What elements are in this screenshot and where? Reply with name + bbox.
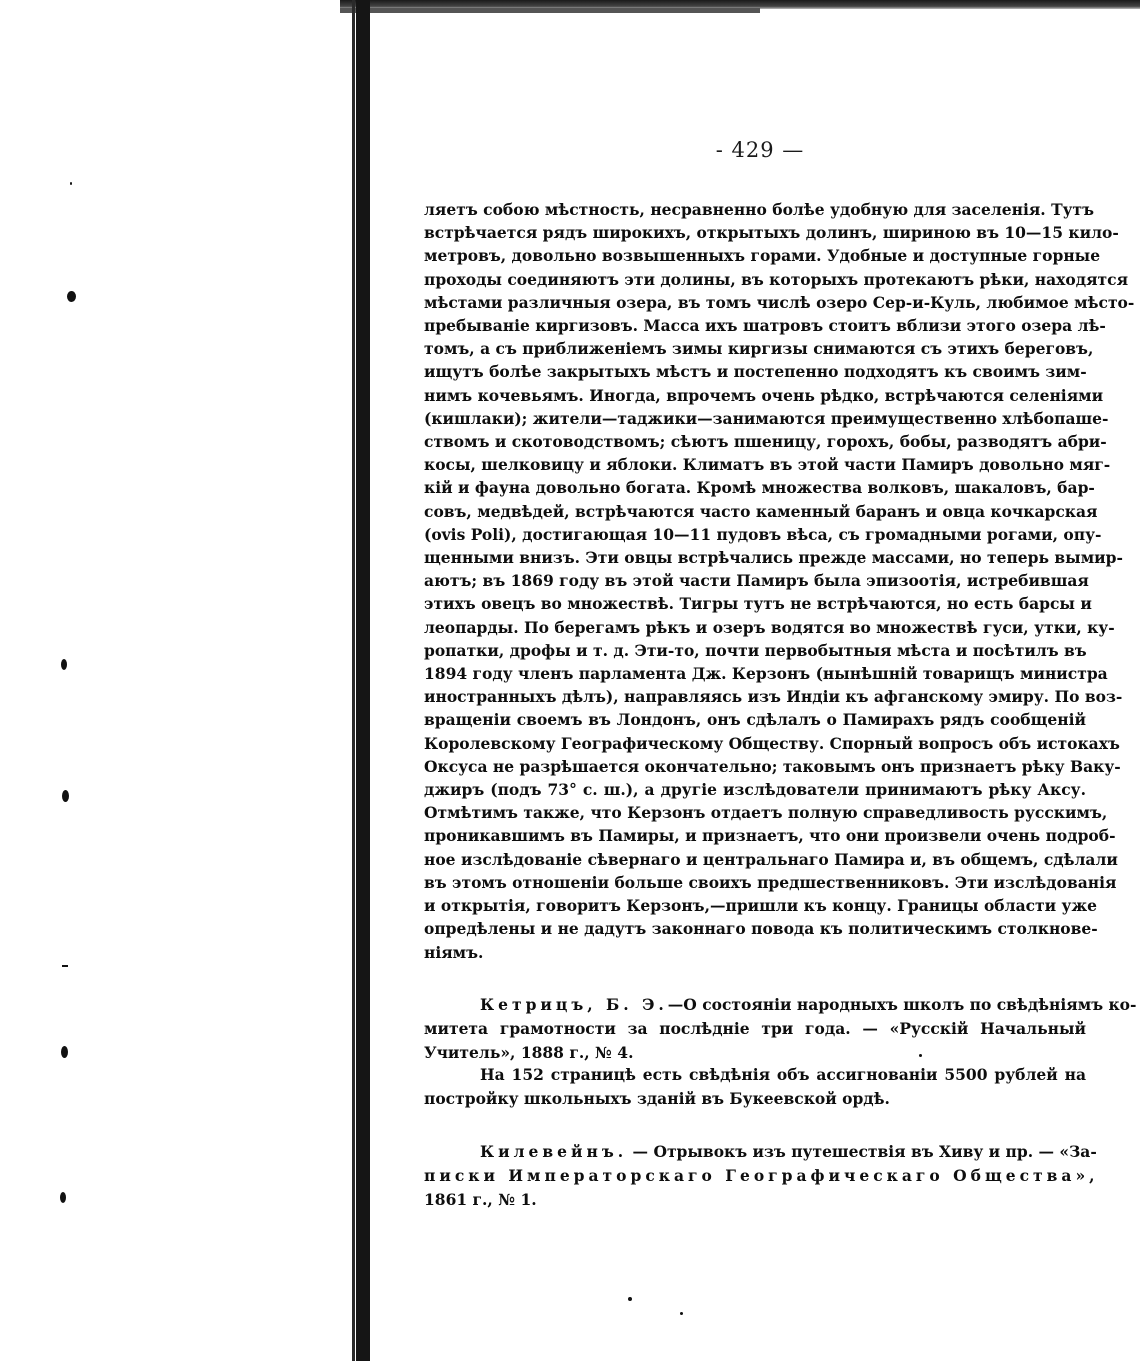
entry-line: писки Императорскаго Географическаго Общества», [424, 1166, 1099, 1185]
body-line: и открытія, говоритъ Керзонъ,—пришли къ концу. Границы области уже [424, 896, 1097, 916]
body-line: иностранныхъ дѣлъ), направляясь изъ Индіи къ афганскому эмиру. По воз- [424, 687, 1123, 707]
body-line: нимъ кочевьямъ. Иногда, впрочемъ очень рѣдко, встрѣчаются селеніями [424, 385, 1104, 405]
body-line: щенными внизъ. Эти овцы встрѣчались прежде массами, но теперь вымир- [424, 548, 1123, 568]
body-line: этихъ овецъ во множествѣ. Тигры тутъ не встрѣчаются, но есть барсы и [424, 594, 1092, 614]
scan-speck [70, 182, 72, 185]
page-top-edge-shadow [340, 8, 760, 13]
body-line: ищутъ болѣе закрытыхъ мѣстъ и постепенно подходятъ къ своимъ зим- [424, 362, 1087, 382]
body-line: ствомъ и скотоводствомъ; сѣютъ пшеницу, горохъ, бобы, разводятъ абри- [424, 432, 1107, 452]
entry-line: 1861 г., № 1. [424, 1190, 537, 1209]
body-line: въ этомъ отношеніи больше своихъ предшественниковъ. Эти изслѣдованія [424, 872, 1117, 892]
body-line: аютъ; въ 1869 году въ этой части Памиръ была эпизоотія, истребившая [424, 571, 1089, 591]
body-line: Королевскому Географическому Обществу. Спорный вопросъ объ истокахъ [424, 733, 1120, 753]
body-line: встрѣчается рядъ широкихъ, открытыхъ долинъ, шириною въ 10—15 кило- [424, 223, 1119, 243]
body-line: мѣстами различныя озера, въ томъ числѣ озеро Сер-и-Куль, любимое мѣсто- [424, 292, 1135, 312]
body-line: ляетъ собою мѣстность, несравненно болѣе удобную для заселенія. Тутъ [424, 200, 1095, 219]
body-line: Оксуса не разрѣшается окончательно; таковымъ онъ признаетъ рѣку Ваку- [424, 756, 1121, 776]
body-line: опредѣлены и не дадутъ законнаго повода къ политическимъ столкнове- [424, 919, 1098, 939]
bibliography-entry [424, 993, 1137, 1065]
body-line: косы, шелковицу и яблоки. Климатъ въ этой части Памиръ довольно мяг- [424, 455, 1111, 475]
note-line: На 152 страницѣ есть свѣдѣнія объ ассигнованіи 5500 рублей на [480, 1065, 1086, 1084]
scan-speck [61, 659, 67, 670]
main-body-text [424, 198, 1135, 964]
entry-title-start: —О состояніи народныхъ школъ по свѣдѣніямъ ко- [667, 995, 1137, 1014]
body-line: (ovis Poli), достигающая 10—11 пудовъ вѣса, съ громадными рогами, опу- [424, 524, 1102, 544]
body-line: ніямъ. [424, 942, 484, 962]
scan-speck [628, 1297, 632, 1301]
entry-line: митета грамотности за послѣдніе три года. — «Русскій Начальный [424, 1019, 1086, 1038]
body-line: метровъ, довольно возвышенныхъ горами. Удобные и доступные горные [424, 246, 1101, 266]
body-line: (кишлаки); жители—таджики—занимаются преимущественно хлѣбопаше- [424, 408, 1109, 428]
scan-speck [680, 1312, 683, 1315]
scan-speck [62, 965, 68, 967]
body-line: проходы соединяютъ эти долины, въ которыхъ протекаютъ рѣки, находятся [424, 269, 1129, 289]
bibliography-entry [424, 1140, 1099, 1212]
binding-gutter-thin [352, 0, 355, 1361]
body-line: вращеніи своемъ въ Лондонъ, онъ сдѣлалъ о Памирахъ рядъ сообщеній [424, 710, 1086, 730]
note-line: постройку школьныхъ зданій въ Букеевской ордѣ. [424, 1089, 890, 1108]
entry-author: Килевейнъ. [480, 1142, 628, 1161]
body-line: ное изслѣдованіе сѣвернаго и центральнаго Памира и, въ общемъ, сдѣлали [424, 849, 1118, 869]
binding-gutter [356, 0, 370, 1361]
entry-line [424, 993, 1137, 1017]
scan-speck [67, 291, 76, 302]
scan-speck [61, 1046, 68, 1058]
body-line: леопарды. По берегамъ рѣкъ и озеръ водятся во множествѣ гуси, утки, ку- [424, 617, 1115, 637]
body-line: ропатки, дрофы и т. д. Эти-то, почти первобытныя мѣста и посѣтилъ въ [424, 640, 1087, 660]
entry-line [424, 1140, 1097, 1164]
scan-speck [60, 1192, 66, 1203]
body-line: совъ, медвѣдей, встрѣчаются часто каменный баранъ и овца кочкарская [424, 501, 1098, 521]
body-line: томъ, а съ приближеніемъ зимы киргизы снимаются съ этихъ береговъ, [424, 339, 1094, 359]
body-line: проникавшимъ въ Памиры, и признаетъ, что они произвели очень подроб- [424, 826, 1116, 846]
body-line: Отмѣтимъ также, что Керзонъ отдаетъ полную справедливость русскимъ, [424, 803, 1108, 823]
entry-author: Кетрицъ, Б. Э. [480, 995, 668, 1014]
body-line: 1894 году членъ парламента Дж. Керзонъ (нынѣшній товарищъ министра [424, 664, 1108, 684]
scan-speck [62, 790, 69, 802]
body-line: пребываніе киргизовъ. Масса ихъ шатровъ стоитъ вблизи этого озера лѣ- [424, 316, 1106, 336]
entry-title-start: — Отрывокъ изъ путешествія въ Хиву и пр. — «За- [627, 1142, 1097, 1161]
page-number: - 429 — [715, 138, 805, 162]
bibliography-note [424, 1063, 1086, 1111]
entry-line: Учитель», 1888 г., № 4. [424, 1043, 634, 1062]
body-line: джиръ (подъ 73° с. ш.), а другіе изслѣдователи принимаютъ рѣку Аксу. [424, 780, 1086, 800]
body-line: кій и фауна довольно богата. Кромѣ множества волковъ, шакаловъ, бар- [424, 478, 1095, 498]
